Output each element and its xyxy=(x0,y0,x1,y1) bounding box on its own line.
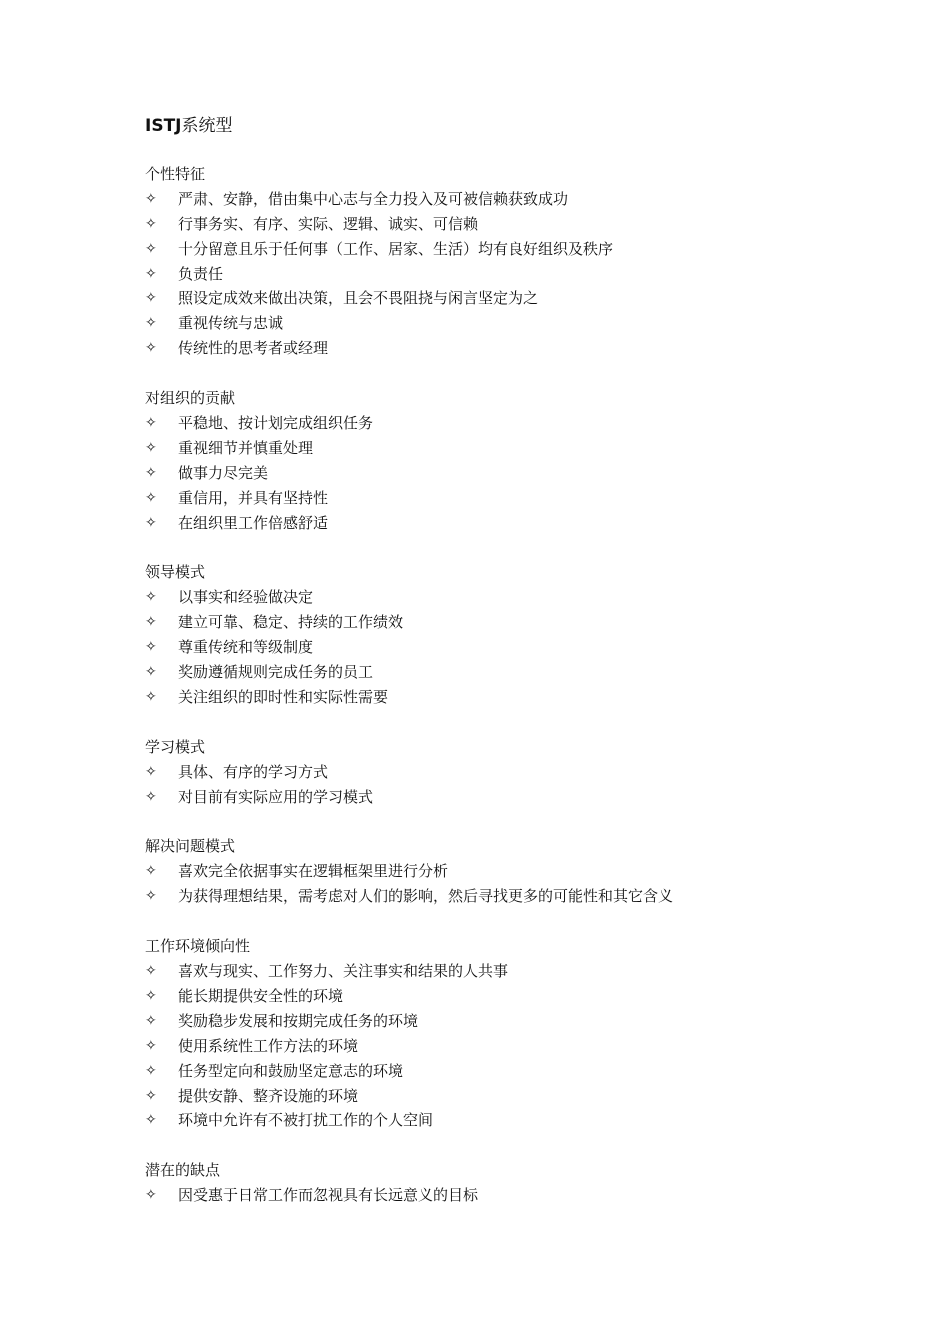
section-heading: 个性特征 xyxy=(145,165,206,183)
list-item-text: 负责任 xyxy=(178,264,224,283)
list-item-text: 使用系统性工作方法的环境 xyxy=(178,1036,359,1055)
section-personality xyxy=(145,162,950,361)
bullet-star-icon: ✧ xyxy=(145,788,157,805)
bullet-star-icon: ✧ xyxy=(145,1012,157,1029)
list-item xyxy=(145,685,950,710)
list-item xyxy=(145,311,950,336)
list-item-text: 尊重传统和等级制度 xyxy=(178,638,314,657)
list-item-text: 关注组织的即时性和实际性需要 xyxy=(178,687,389,706)
list-item xyxy=(145,411,950,436)
list-item xyxy=(145,336,950,361)
list-item-text: 行事务实、有序、实际、逻辑、诚实、可信赖 xyxy=(178,214,479,233)
section-problem-solving xyxy=(145,834,950,909)
bullet-star-icon: ✧ xyxy=(145,987,157,1004)
bullet-star-icon: ✧ xyxy=(145,464,157,481)
list-item-text: 奖励稳步发展和按期完成任务的环境 xyxy=(178,1011,419,1030)
bullet-star-icon: ✧ xyxy=(145,763,157,780)
bullet-star-icon: ✧ xyxy=(145,863,157,880)
list-item xyxy=(145,585,950,610)
list-item-text: 在组织里工作倍感舒适 xyxy=(178,513,329,532)
list-item-text: 以事实和经验做决定 xyxy=(178,588,314,607)
bullet-star-icon: ✧ xyxy=(145,315,157,332)
list-item-text: 重信用，并具有坚持性 xyxy=(178,488,329,507)
bullet-star-icon: ✧ xyxy=(145,415,157,432)
section-heading: 解决问题模式 xyxy=(145,837,236,856)
bullet-star-icon: ✧ xyxy=(145,1062,157,1079)
bullet-star-icon: ✧ xyxy=(145,688,157,705)
list-item xyxy=(145,1108,950,1133)
section-potential-weaknesses xyxy=(145,1158,950,1208)
list-item-text: 传统性的思考者或经理 xyxy=(178,339,329,358)
bullet-star-icon: ✧ xyxy=(145,614,157,631)
bullet-star-icon: ✧ xyxy=(145,190,157,207)
title-type-name: 系统型 xyxy=(181,116,233,136)
bullet-star-icon: ✧ xyxy=(145,265,157,282)
list-item xyxy=(145,610,950,635)
list-item-text: 对目前有实际应用的学习模式 xyxy=(178,787,374,806)
list-item xyxy=(145,212,950,237)
list-item-text: 能长期提供安全性的环境 xyxy=(178,986,344,1005)
list-item-text: 任务型定向和鼓励坚定意志的环境 xyxy=(178,1061,404,1080)
list-item xyxy=(145,959,950,984)
section-heading: 领导模式 xyxy=(145,563,206,582)
bullet-star-icon: ✧ xyxy=(145,340,157,357)
list-item xyxy=(145,785,950,810)
list-item xyxy=(145,1059,950,1084)
list-item-text: 照设定成效来做出决策，且会不畏阻挠与闲言坚定为之 xyxy=(178,289,539,308)
list-item xyxy=(145,1084,950,1109)
section-heading: 工作环境倾向性 xyxy=(145,937,251,956)
list-item xyxy=(145,760,950,785)
list-item-text: 因受惠于日常工作而忽视具有长远意义的目标 xyxy=(178,1186,479,1205)
list-item-text: 喜欢完全依据事实在逻辑框架里进行分析 xyxy=(178,862,449,881)
section-heading: 潜在的缺点 xyxy=(145,1161,221,1180)
bullet-star-icon: ✧ xyxy=(145,215,157,232)
section-heading: 对组织的贡献 xyxy=(145,389,236,408)
list-item xyxy=(145,187,950,212)
bullet-star-icon: ✧ xyxy=(145,664,157,681)
list-item xyxy=(145,984,950,1009)
bullet-star-icon: ✧ xyxy=(145,1112,157,1129)
list-item-text: 重视传统与忠诚 xyxy=(178,314,284,333)
list-item-text: 建立可靠、稳定、持续的工作绩效 xyxy=(178,613,404,632)
list-item-text: 提供安静、整齐设施的环境 xyxy=(178,1086,359,1105)
list-item-text: 奖励遵循规则完成任务的员工 xyxy=(178,663,374,682)
list-item xyxy=(145,436,950,461)
bullet-star-icon: ✧ xyxy=(145,1037,157,1054)
list-item-text: 做事力尽完美 xyxy=(178,463,269,482)
bullet-star-icon: ✧ xyxy=(145,439,157,456)
list-item-text: 环境中允许有不被打扰工作的个人空间 xyxy=(178,1111,434,1130)
title-type-code: ISTJ xyxy=(145,116,182,136)
bullet-star-icon: ✧ xyxy=(145,514,157,531)
bullet-star-icon: ✧ xyxy=(145,290,157,307)
section-leadership xyxy=(145,560,950,709)
section-contribution xyxy=(145,386,950,535)
list-item xyxy=(145,884,950,909)
bullet-star-icon: ✧ xyxy=(145,489,157,506)
bullet-star-icon: ✧ xyxy=(145,1087,157,1104)
section-work-environment xyxy=(145,934,950,1133)
list-item xyxy=(145,486,950,511)
list-item xyxy=(145,461,950,486)
list-item-text: 具体、有序的学习方式 xyxy=(178,762,329,781)
bullet-star-icon: ✧ xyxy=(145,888,157,905)
bullet-star-icon: ✧ xyxy=(145,240,157,257)
list-item-text: 十分留意且乐于任何事（工作、居家、生活）均有良好组织及秩序 xyxy=(178,239,614,258)
section-learning xyxy=(145,735,950,810)
bullet-star-icon: ✧ xyxy=(145,639,157,656)
bullet-star-icon: ✧ xyxy=(145,589,157,606)
list-item xyxy=(145,635,950,660)
list-item xyxy=(145,286,950,311)
bullet-star-icon: ✧ xyxy=(145,963,157,980)
list-item xyxy=(145,660,950,685)
list-item xyxy=(145,1009,950,1034)
list-item-text: 平稳地、按计划完成组织任务 xyxy=(178,414,374,433)
bullet-star-icon: ✧ xyxy=(145,1187,157,1204)
list-item-text: 严肃、安静，借由集中心志与全力投入及可被信赖获致成功 xyxy=(178,189,569,208)
list-item xyxy=(145,1183,950,1208)
list-item xyxy=(145,237,950,262)
list-item xyxy=(145,511,950,536)
list-item xyxy=(145,262,950,287)
list-item xyxy=(145,1034,950,1059)
list-item-text: 重视细节并慎重处理 xyxy=(178,438,314,457)
list-item-text: 为获得理想结果，需考虑对人们的影响，然后寻找更多的可能性和其它含义 xyxy=(178,887,674,906)
list-item-text: 喜欢与现实、工作努力、关注事实和结果的人共事 xyxy=(178,962,509,981)
section-heading: 学习模式 xyxy=(145,737,206,756)
document-title xyxy=(145,114,950,138)
list-item xyxy=(145,859,950,884)
